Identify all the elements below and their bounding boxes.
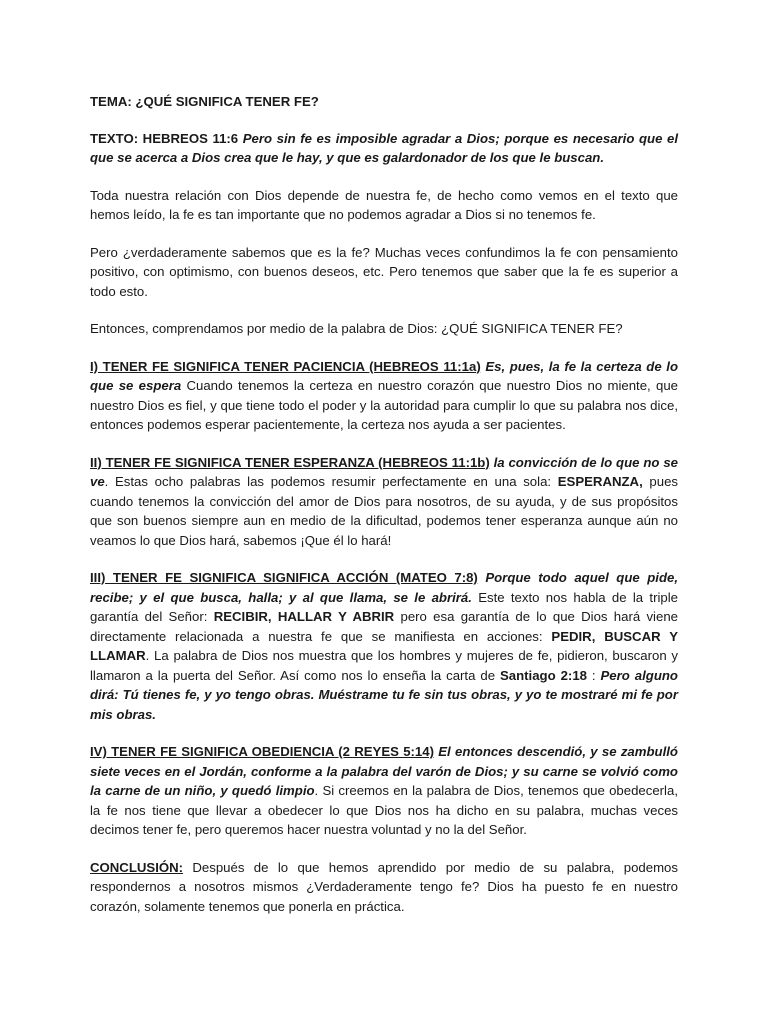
point-2-heading: II) TENER FE SIGNIFICA TENER ESPERANZA (HEBREOS 11:1b) [90, 454, 490, 470]
point-3-heading: III) TENER FE SIGNIFICA SIGNIFICA ACCIÓN (MATEO 7:8) [90, 570, 478, 585]
conclusion-label: CONCLUSIÓN: [90, 859, 184, 875]
intro-paragraph-2: Pero ¿verdaderamente sabemos que es la fe? Muchas veces confundimos la fe con pensamiento positivo, con optimismo, con buenos deseos, etc. Pero tenemos que saber que la fe es superior a todo esto. [90, 244, 678, 299]
point-4-heading: IV) TENER FE SIGNIFICA OBEDIENCIA (2 REYES 5:14) [90, 744, 434, 759]
point-3-keyword-b: PEDIR, BUSCAR Y LLAMAR [90, 628, 678, 663]
conclusion-body: Después de lo que hemos aprendido por medio de su palabra, podemos respondernos a nosotros mismos ¿Verdaderamente tengo fe? Dios ha puesto fe en nuestro corazón, solamente tenemos que ponerla en práctica. [90, 859, 678, 914]
point-3-verse-b: Pero alguno dirá: Tú tienes fe, y yo tengo obras. Muéstrame tu fe sin tus obras, y yo te mostraré mi fe por mis obras. [90, 667, 678, 722]
intro-paragraph-3: Entonces, comprendamos por medio de la palabra de Dios: ¿QUÉ SIGNIFICA TENER FE? [90, 321, 623, 336]
point-3-body-a: Este texto nos habla de la triple garantía del Señor: [90, 589, 679, 624]
point-3-body-b: pero esa garantía de lo que Dios hará viene directamente relacionada a nuestra fe que se manifiesta en acciones: [90, 609, 678, 644]
point-3-verse: Porque todo aquel que pide, recibe; y el que busca, halla; y al que llama, se le abrirá. [90, 570, 678, 605]
point-2 [90, 453, 678, 551]
point-1 [90, 357, 678, 435]
point-1-body: Cuando tenemos la certeza en nuestro corazón que nuestro Dios no miente, que nuestro Dios es fiel, y que tiene todo el poder y la autoridad para cumplir lo que su palabra nos dice, entonces podemos esperar pacientemente, la certeza nos ayuda a ser pacientes. [90, 378, 678, 432]
point-4-body: . Si creemos en la palabra de Dios, tenemos que obedecerla, la fe nos tiene que llevar a obedecer lo que Dios nos ha dicho en su palabra, muchas veces decimos tener fe, pero queremos hacer nuestra voluntad y no la del Señor. [90, 783, 678, 837]
scripture-verse: Pero sin fe es imposible agradar a Dios; porque es necesario que el que se acerca a Dios crea que le hay, y que es galardonador de los que le buscan. [90, 130, 678, 165]
conclusion [90, 858, 678, 917]
point-2-verse: la convicción de lo que no se ve [90, 454, 678, 489]
scripture-text [90, 129, 678, 168]
point-2-keyword: ESPERANZA, [557, 474, 643, 489]
point-2-body-b: pues cuando tenemos la convicción del amor de Dios para nosotros, de su ayuda, y de sus propósitos que son buenos siempre aun en medio de la dificultad, podemos tener esperanza aunque aún no veamos lo que Dios hará, sabemos ¡Que él lo hará! [90, 474, 678, 548]
point-4-verse: El entonces descendió, y se zambulló siete veces en el Jordán, conforme a la palabra del varón de Dios; y su carne se volvió como la carne de un niño, y quedó limpio [90, 744, 678, 798]
point-3-body-d: : [586, 667, 601, 683]
point-4 [90, 742, 678, 840]
point-3-reference: Santiago 2:18 [499, 667, 587, 683]
point-1-verse: Es, pues, la fe la certeza de lo que se espera [90, 358, 678, 393]
point-3 [90, 568, 678, 724]
document-page [90, 92, 678, 934]
point-3-body-c: . La palabra de Dios nos muestra que los hombres y mujeres de fe, pidieron, buscaron y llamaron a la puerta del Señor. Así como nos lo enseña la carta de [90, 648, 678, 683]
point-3-keyword-a: RECIBIR, HALLAR Y ABRIR [213, 609, 395, 624]
intro-paragraph-1: Toda nuestra relación con Dios depende de nuestra fe, de hecho como vemos en el texto que hemos leído, la fe es tan importante que no podemos agradar a Dios si no tenemos fe. [90, 187, 678, 222]
point-2-body-a: . Estas ocho palabras las podemos resumir perfectamente en una sola: [104, 474, 558, 489]
sermon-title: TEMA: ¿QUÉ SIGNIFICA TENER FE? [90, 94, 319, 109]
point-1-heading: I) TENER FE SIGNIFICA TENER PACIENCIA (HEBREOS 11:1a) [90, 358, 481, 374]
scripture-label: TEXTO: HEBREOS 11:6 [90, 130, 239, 146]
